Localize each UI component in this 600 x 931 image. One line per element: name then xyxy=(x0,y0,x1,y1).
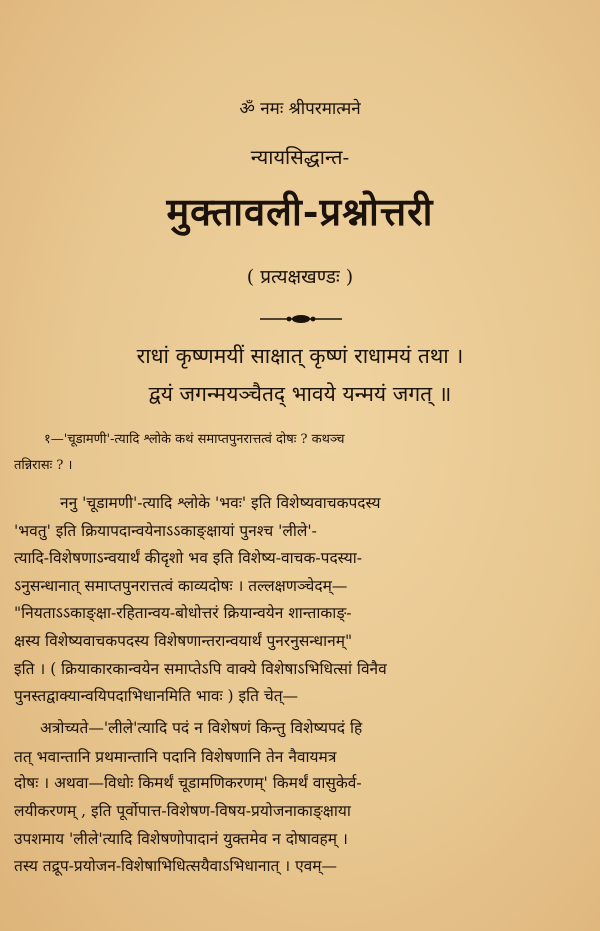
answer-line: तस्य तद्रूप-प्रयोजन-विशेषाभिधित्सयैवाऽभिधानात् । एवम्— xyxy=(14,857,338,875)
verse-line: राधां कृष्णमयीं साक्षात् कृष्णं राधामयं तथा । xyxy=(136,344,464,368)
answer-line: लयीकरणम् , इति पूर्वोपात्त-विशेषण-विषय-प्रयोजनाकाङ्क्षाया xyxy=(14,802,351,820)
answer-line: पुनस्तद्वाक्यान्वयिपदाभिधानमिति भावः ) इति चेत्— xyxy=(14,687,299,705)
answer-line: अत्रोच्यते—'लीले'त्यादि पदं न विशेषणं किन्तु विशेष्यपदं हि xyxy=(40,719,363,737)
question-line: तन्निरासः ? । xyxy=(14,458,73,473)
section-heading: ( प्रत्यक्षखण्डः ) xyxy=(246,266,354,288)
answer-line: क्षस्य विशेष्यवाचकपदस्य विशेषणान्तरान्वयार्थं पुनरनुसन्धानम्" xyxy=(14,632,353,650)
answer-line: ननु 'चूडामणी'-त्यादि श्लोके 'भवः' इति विशेष्यवाचकपदस्य xyxy=(60,494,381,512)
ornament-divider xyxy=(258,313,344,325)
subtitle: न्यायसिद्धान्त- xyxy=(250,145,350,169)
answer-line: इति । ( क्रियाकारकान्वयेन समाप्तेऽपि वाक्ये विशेषाऽभिधित्सां विनैव xyxy=(14,660,387,678)
verse-line: द्वयं जगन्मयञ्चैतद् भावये यन्मयं जगत् ॥ xyxy=(148,382,452,406)
answer-line: तत् भवान्तानि प्रथमान्तानि पदानि विशेषणानि तेन नैवायमत्र xyxy=(14,748,337,766)
answer-line: "नियताऽऽकाङ्क्षा-रहितान्वय-बोधोत्तरं क्रियान्वयेन शान्ताकाङ्- xyxy=(14,604,352,622)
answer-line: 'भवतु' इति क्रियापदान्वयेनाऽऽकाङ्क्षायां पुनश्च 'लीले'- xyxy=(14,522,317,540)
page-title: मुक्तावली-प्रश्नोत्तरी xyxy=(166,189,434,234)
answer-line: त्यादि-विशेषणाऽन्वयार्थं कीदृशो भव इति विशेष्य-वाचक-पदस्या- xyxy=(14,549,362,567)
question-line: १—'चूडामणी'-त्यादि श्लोके कथं समाप्तपुनरात्तत्वं दोषः ? कथञ्च xyxy=(44,432,345,447)
answer-line: ऽनुसन्धानात् समाप्तपुनरात्तत्वं काव्यदोषः । तल्लक्षणञ्चेदम्— xyxy=(14,577,348,595)
invocation: ॐ नमः श्रीपरमात्मने xyxy=(239,99,361,119)
answer-line: दोषः । अथवा—विधोः किमर्थं चूडामणिकरणम्' किमर्थं वासुकेर्व- xyxy=(14,774,362,792)
answer-line: उपशमाय 'लीले'त्यादि विशेषणोपादानं युक्तमेव न दोषावहम् । xyxy=(14,830,348,848)
